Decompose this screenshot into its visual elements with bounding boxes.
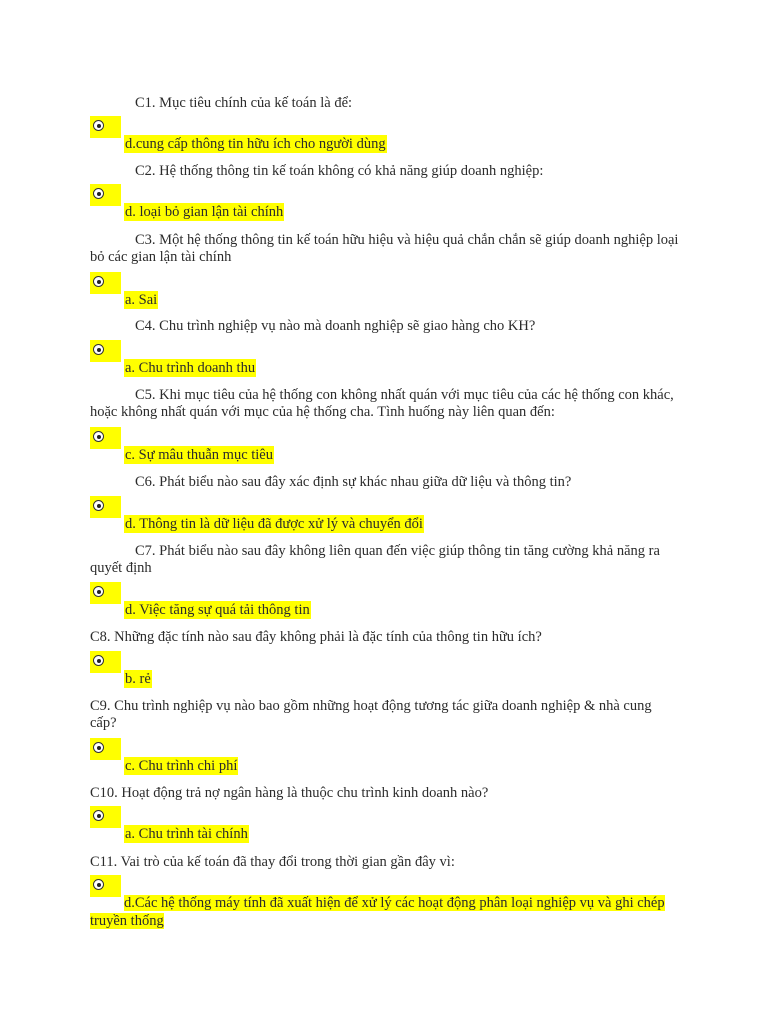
question-1: C1. Mục tiêu chính của kế toán là để: [135,95,353,111]
question-5: C5. Khi mục tiêu của hệ thống con không nhất quán với mục tiêu của các hệ thống con khác, hoặc không nhất quán với mục của hệ thống cha. Tình huống này liên quan đến: [90,387,674,420]
radio-selected-icon[interactable] [93,188,104,199]
question-4: C4. Chu trình nghiệp vụ nào mà doanh nghiệp sẽ giao hàng cho KH? [135,318,536,334]
radio-selected-icon[interactable] [93,500,104,511]
radio-selected-icon[interactable] [93,344,104,355]
radio-selected-icon[interactable] [93,586,104,597]
answer-3[interactable] [90,272,680,312]
answer-11[interactable] [90,875,680,929]
question-6: C6. Phát biểu nào sau đây xác định sự khác nhau giữa dữ liệu và thông tin? [135,474,572,490]
answer-1[interactable] [90,116,680,156]
answer-5[interactable] [90,427,680,467]
answer-text: d. loại bỏ gian lận tài chính [125,204,284,220]
answer-10[interactable] [90,806,680,846]
answer-6[interactable] [90,496,680,536]
question-8: C8. Những đặc tính nào sau đây không phải là đặc tính của thông tin hữu ích? [90,629,542,645]
question-7: C7. Phát biểu nào sau đây không liên quan đến việc giúp thông tin tăng cường khả năng ra quyết định [90,543,660,576]
question-9: C9. Chu trình nghiệp vụ nào bao gồm những hoạt động tương tác giữa doanh nghiệp & nhà cung cấp? [90,698,652,731]
question-2: C2. Hệ thống thông tin kế toán không có khả năng giúp doanh nghiệp: [135,163,544,179]
answer-7[interactable] [90,582,680,622]
answer-text: a. Sai [125,292,158,308]
answer-4[interactable] [90,340,680,380]
radio-selected-icon[interactable] [93,742,104,753]
answer-text: d. Việc tăng sự quá tải thông tin [125,602,310,618]
question-11: C11. Vai trò của kế toán đã thay đổi trong thời gian gần đây vì: [90,854,455,870]
answer-text: d.Các hệ thống máy tính đã xuất hiện để xử lý các hoạt động phân loại nghiệp vụ và ghi chép truyền thống [90,895,665,929]
radio-selected-icon[interactable] [93,431,104,442]
question-3: C3. Một hệ thống thông tin kế toán hữu hiệu và hiệu quả chắn chắn sẽ giúp doanh nghiệp loại bỏ các gian lận tài chính [90,232,679,265]
answer-text: a. Chu trình doanh thu [125,360,256,376]
radio-selected-icon[interactable] [93,276,104,287]
question-10: C10. Hoạt động trả nợ ngân hàng là thuộc chu trình kinh doanh nào? [90,785,489,801]
answer-text: c. Chu trình chi phí [125,758,238,774]
answer-8[interactable] [90,651,680,691]
radio-selected-icon[interactable] [93,879,104,890]
answer-2[interactable] [90,184,680,224]
answer-9[interactable] [90,738,680,778]
radio-selected-icon[interactable] [93,810,104,821]
answer-text: a. Chu trình tài chính [125,826,248,842]
answer-text: d.cung cấp thông tin hữu ích cho người dùng [125,136,386,152]
answer-text: d. Thông tin là dữ liệu đã được xử lý và chuyển đổi [125,516,423,532]
answer-text: b. rẻ [125,671,151,687]
radio-selected-icon[interactable] [93,120,104,131]
radio-selected-icon[interactable] [93,655,104,666]
answer-text: c. Sự mâu thuẫn mục tiêu [125,447,273,463]
